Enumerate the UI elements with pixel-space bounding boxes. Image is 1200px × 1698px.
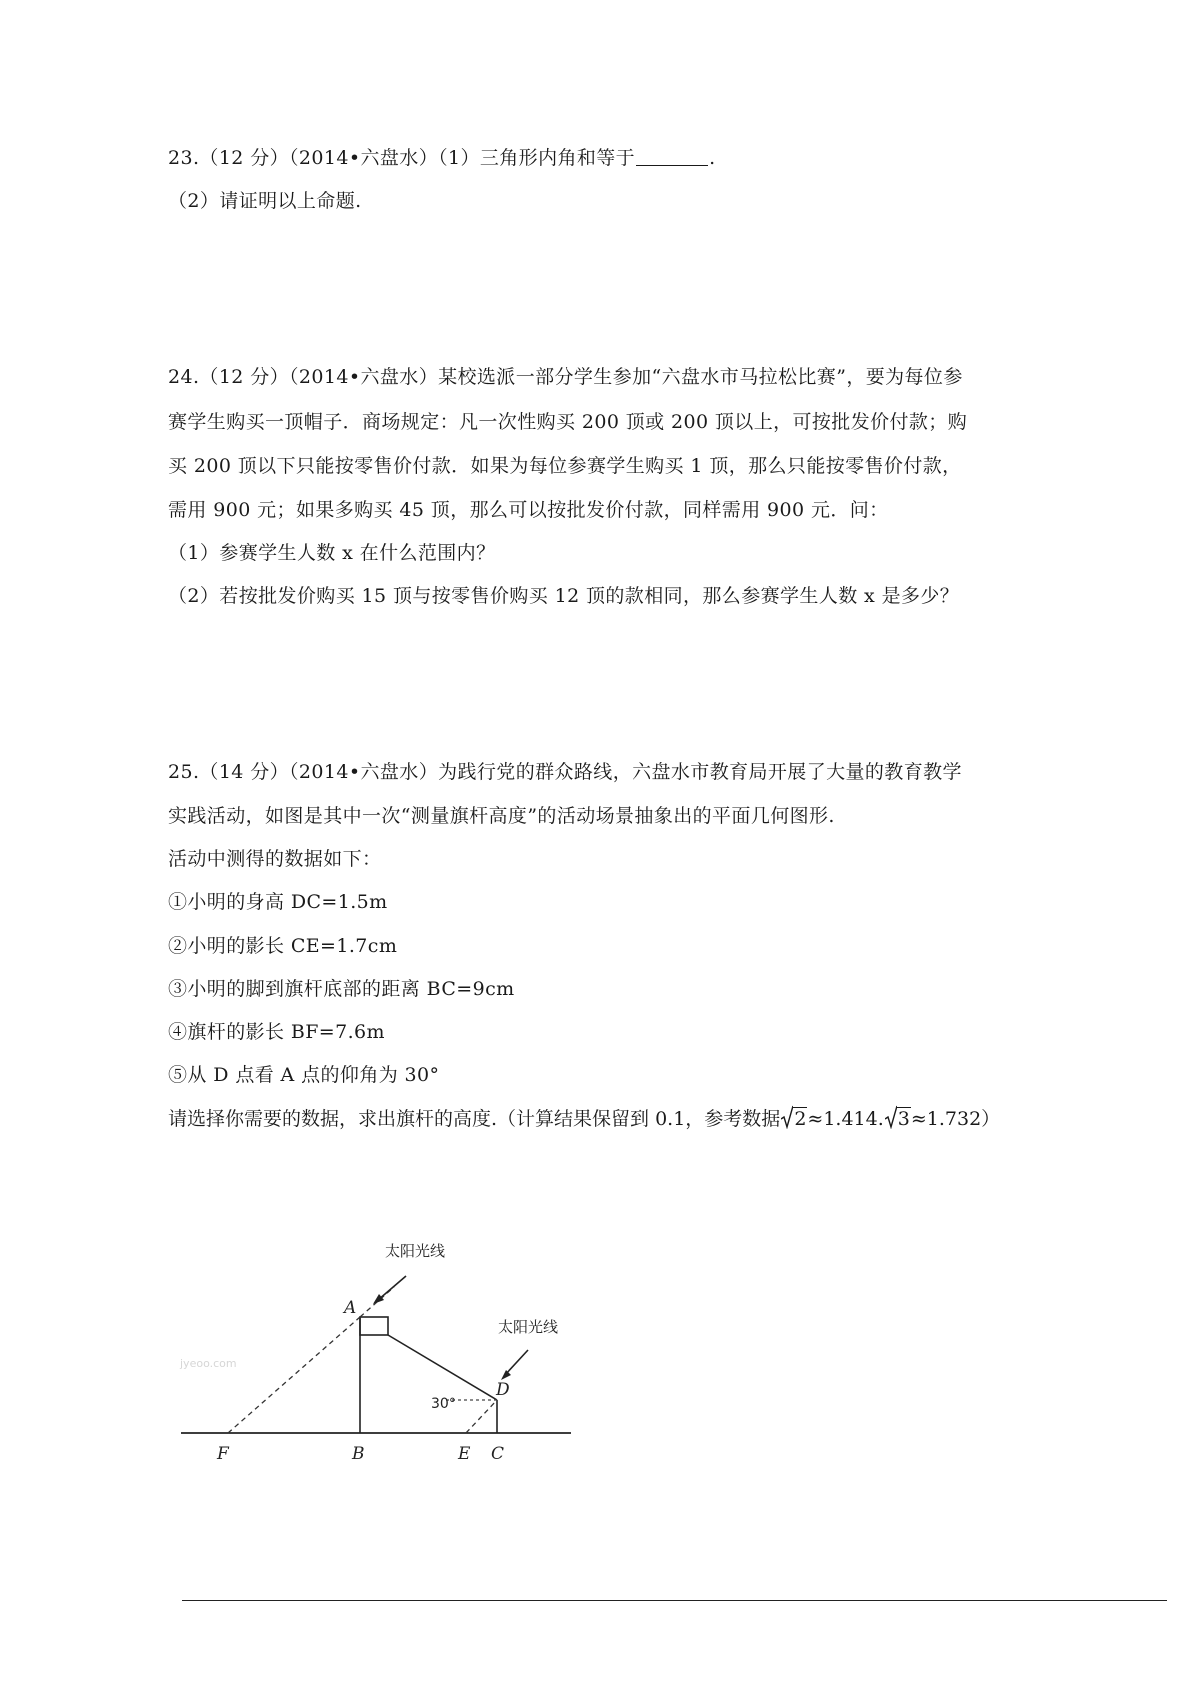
- label-e: E: [458, 1444, 471, 1464]
- label-b: B: [352, 1444, 365, 1464]
- q24-line-2: 赛学生购买一顶帽子．商场规定：凡一次性购买 200 顶或 200 顶以上，可按批发价付款；购: [168, 411, 968, 433]
- arrow-head-icon: [501, 1370, 511, 1380]
- sqrt-3: [885, 1107, 911, 1131]
- sqrt-2-arg: 2: [794, 1108, 807, 1130]
- watermark: jyeoo.com: [180, 1357, 237, 1370]
- angle-label: 30°: [431, 1396, 456, 1412]
- q24-subquestion-2: （2）若按批发价购买 15 顶与按零售价购买 12 顶的款相同，那么参赛学生人数 x 是多少？: [168, 585, 960, 607]
- q25-data-item-5: ⑤从 D 点看 A 点的仰角为 30°: [168, 1064, 440, 1086]
- q25-data-item-4: ④旗杆的影长 BF=7.6m: [168, 1021, 385, 1043]
- flagpole-figure: [176, 1230, 596, 1470]
- sight-line-ad: [388, 1335, 497, 1400]
- q23-period: .: [709, 147, 716, 169]
- label-f: F: [217, 1444, 229, 1464]
- bottom-divider: [182, 1600, 1167, 1601]
- sun-ray-ed: [466, 1400, 497, 1433]
- sun-ray-fa: [228, 1317, 360, 1433]
- q25-data-item-1: ①小明的身高 DC=1.5m: [168, 891, 388, 913]
- radical-sign-icon: [885, 1105, 897, 1129]
- answer-blank: [636, 147, 708, 166]
- q24-line-1: 24.（12 分）（2014•六盘水）某校选派一部分学生参加“六盘水市马拉松比赛”，要为每位参: [168, 366, 963, 388]
- q25-line-1: 25.（14 分）（2014•六盘水）为践行党的群众路线，六盘水市教育局开展了大量的教育教学: [168, 761, 962, 783]
- q24-subquestion-1: （1）参赛学生人数 x 在什么范围内？: [168, 542, 496, 564]
- q25-line-3: 活动中测得的数据如下：: [168, 848, 382, 870]
- q24-line-4: 需用 900 元；如果多购买 45 顶，那么可以按批发价付款，同样需用 900 元．问：: [168, 499, 889, 521]
- q23-text: 23.（12 分）（2014•六盘水）（1）三角形内角和等于: [168, 147, 636, 169]
- sqrt-3-arg: 3: [897, 1108, 910, 1130]
- sun-label-1: 太阳光线: [385, 1242, 446, 1260]
- q24-line-3: 买 200 顶以下只能按零售价付款．如果为每位参赛学生购买 1 顶，那么只能按零售价付款，: [168, 455, 962, 477]
- q23-line-1: [168, 146, 716, 170]
- q25-line-2: 实践活动，如图是其中一次“测量旗杆高度”的活动场景抽象出的平面几何图形.: [168, 805, 835, 827]
- label-c: C: [491, 1444, 505, 1464]
- label-d: D: [496, 1380, 510, 1400]
- sqrt-2-value: ≈1.414.: [807, 1108, 884, 1130]
- q25-data-item-3: ③小明的脚到旗杆底部的距离 BC=9cm: [168, 978, 515, 1000]
- q25-instruction: [168, 1107, 1000, 1131]
- sun-arrow-2: [505, 1350, 528, 1375]
- sun-label-2: 太阳光线: [498, 1318, 559, 1336]
- flag-square: [360, 1317, 388, 1335]
- q25-instruction-text: 请选择你需要的数据，求出旗杆的高度.（计算结果保留到 0.1，参考数据: [168, 1108, 781, 1130]
- label-a: A: [344, 1298, 357, 1318]
- sqrt-3-value: ≈1.732）: [910, 1108, 1001, 1130]
- sun-arrow-1: [378, 1276, 406, 1300]
- radical-sign-icon: [781, 1105, 793, 1129]
- q23-line-2: （2）请证明以上命题.: [168, 190, 362, 212]
- sqrt-2: [781, 1107, 807, 1131]
- q25-data-item-2: ②小明的影长 CE=1.7cm: [168, 935, 398, 957]
